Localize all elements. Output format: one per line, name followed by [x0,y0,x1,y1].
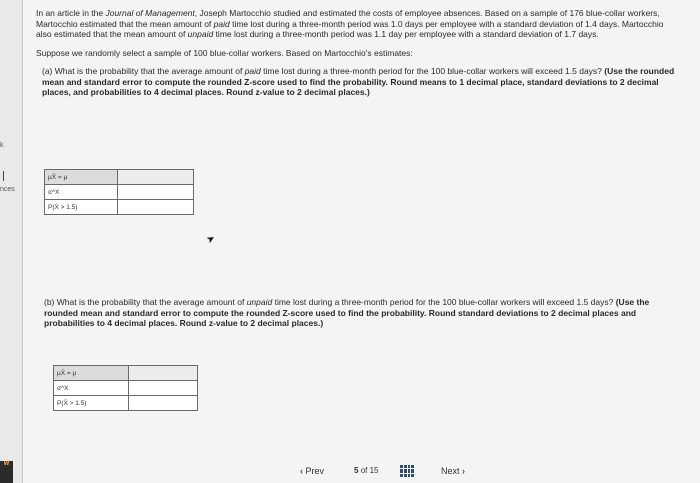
part-a-instructions: (Use the rounded mean and standard error to compute the rounded Z-score used to find the probability. Round means to 1 decimal place, standard deviations to 2 decimal places, and probabilities to 4 decimal places. Round z-value to 2 decimal places.) [42,66,675,97]
side-strip-badge: W [0,461,13,483]
mouse-cursor-icon: ➤ [204,232,218,247]
prev-label: Prev [305,466,325,476]
page-indicator [354,466,379,475]
suppose-text: Suppose we randomly select a sample of 100 blue-collar workers. Based on Martocchio's estimates: [36,47,413,58]
total-pages: 15 [369,466,379,475]
journal-name: Journal of Management [105,8,195,18]
question-intro [36,8,676,40]
side-strip-marker [3,171,8,181]
question-body [36,8,676,98]
intro-text: , Joseph Martocchio studied and estimated the costs of employee absences. Based on a sample of 176 blue-collar workers, Martocchio estimated that the mean amount of [36,8,660,29]
pagination-footer [0,462,700,482]
part-a-text: (a) What is the probability that the average amount of [42,66,245,76]
answer-input-prob-a[interactable] [118,200,194,215]
table-row-label: P(X̄ > 1.5) [54,396,129,411]
table-row-label: μX̄ = μ [45,170,118,185]
left-side-strip [0,0,23,483]
next-label: Next [441,466,460,476]
table-row-label: μX̄ = μ [54,366,129,381]
part-b-text: time lost during a three-month period for the 100 blue-collar workers will exceed 1.5 days? [272,297,616,307]
intro-text: time lost during a three-month period was 1.1 day per employee with a standard deviation of 1.7 days. [213,29,599,39]
chevron-right-icon: › [462,466,466,476]
answer-input-mean-a[interactable] [118,170,194,185]
table-row-label: σ^X [54,381,129,396]
table-row-label: σ^X [45,185,118,200]
next-button[interactable] [441,466,465,476]
part-b-instructions: (Use the rounded mean and standard error to compute the rounded Z-score used to find the probability. Round standard deviations to 2 decimal places and probabilities to 4 decimal places. Round z-value to 2 decimal places.) [44,297,650,328]
answer-table-a [44,169,194,215]
paid-term: paid [244,66,261,76]
part-b-question [44,297,674,329]
part-b-text: (b) What is the probability that the average amount of [44,297,247,307]
answer-input-stderr-a[interactable] [118,185,194,200]
prev-button[interactable] [300,466,324,476]
part-a-question [42,66,676,98]
intro-text: time lost during a three-month period was 1.0 days per employee with a standard deviation of 1.4 days. Martocchio also estimated that the mean amount of [36,18,664,39]
answer-input-stderr-b[interactable] [129,381,198,396]
unpaid-term: unpaid [246,297,273,307]
page-of-label: of [360,466,368,475]
chevron-left-icon: ‹ [300,466,303,476]
part-b-block [44,297,674,337]
answer-table-b [53,365,198,411]
answer-input-mean-b[interactable] [129,366,198,381]
grid-icon[interactable] [400,465,414,477]
paid-term: paid [213,18,230,29]
intro-text: In an article in the [36,8,106,18]
table-row-label: P(X̄ > 1.5) [45,200,118,215]
answer-input-prob-b[interactable] [129,396,198,411]
current-page: 5 [354,466,359,475]
unpaid-term: unpaid [187,29,214,39]
side-strip-label: nces [0,186,15,193]
part-a-text: time lost during a three-month period for the 100 blue-collar workers will exceed 1.5 days? [260,66,605,76]
side-strip-label: k [0,142,4,149]
